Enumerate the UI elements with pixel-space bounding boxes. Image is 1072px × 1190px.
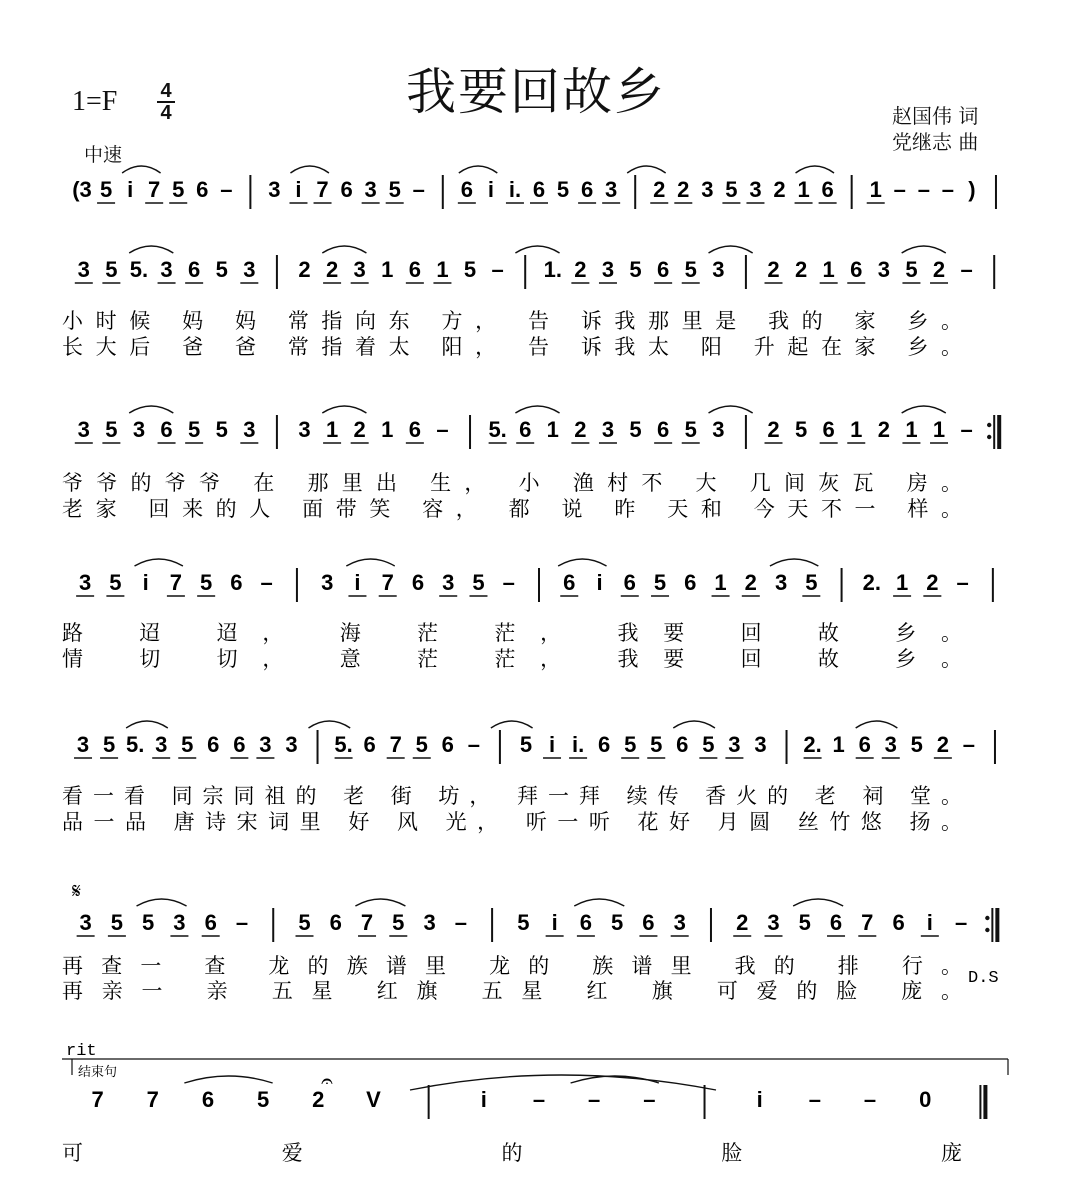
slur [309, 721, 351, 728]
jianpu-note: 2 [926, 570, 939, 595]
jianpu-note: 5 [629, 257, 642, 282]
jianpu-note: 3 [160, 257, 173, 282]
jianpu-note: 7 [316, 177, 329, 202]
jianpu-note: 5 [472, 570, 485, 595]
slur [673, 721, 715, 728]
jianpu-note: 6 [892, 910, 905, 935]
jianpu-note: 6 [230, 570, 243, 595]
jianpu-note: 3 [749, 177, 762, 202]
jianpu-note: i [596, 570, 603, 595]
tempo-marking: 中速 [84, 144, 123, 166]
jianpu-note: – [954, 910, 968, 935]
slur [558, 559, 606, 566]
jianpu-note: 6 [532, 177, 546, 202]
repeat-dot [985, 928, 989, 932]
jianpu-note: 2 [574, 257, 587, 282]
jianpu-note: 3 [353, 257, 366, 282]
jianpu-note: 3 [243, 257, 256, 282]
jianpu-note: 2 [767, 417, 780, 442]
jianpu-note: 7 [146, 1087, 159, 1112]
jianpu-note: 5. [125, 732, 145, 757]
jianpu-note: 6 [363, 732, 376, 757]
jianpu-note: 1 [822, 257, 835, 282]
jianpu-note: i [295, 177, 302, 202]
jianpu-note: 5 [200, 570, 213, 595]
jianpu-note: – [956, 570, 969, 595]
lyric-line: 路 迢 迢， 海 茫 茫， 我要 回 故 乡。 [62, 621, 962, 645]
slur [574, 899, 624, 906]
jianpu-note: 3 [701, 177, 714, 202]
jianpu-note: 1. [543, 257, 562, 282]
jianpu-note: 3 [321, 570, 334, 595]
jianpu-note: 1 [325, 417, 339, 442]
jianpu-note: 1 [832, 732, 845, 757]
slur [135, 559, 183, 566]
slur [709, 406, 753, 413]
jianpu-note: 2 [677, 177, 690, 202]
song-title: 我要回故乡 [406, 63, 666, 121]
repeat-dot [985, 916, 989, 920]
jianpu-note: 5 [798, 910, 811, 935]
jianpu-note: 2 [574, 417, 587, 442]
jianpu-note: 5 [684, 417, 697, 442]
jianpu-note: 5 [519, 732, 533, 757]
jianpu-note: – [893, 177, 906, 202]
jianpu-note: 6 [579, 910, 593, 935]
jianpu-note: 6 [233, 732, 246, 757]
jianpu-note: 3 [601, 417, 615, 442]
slur [856, 721, 898, 728]
fermata-mark: 𝄐 [321, 1069, 333, 1093]
jianpu-note: 5 [684, 257, 697, 282]
jianpu-note: 5 [105, 257, 118, 282]
lyric-line: 老家 回来的人 面带笑 容， 都 说 昨 天和 今天不一 样。 [62, 497, 962, 521]
jianpu-note: (3 [72, 177, 92, 202]
jianpu-note: i [926, 910, 933, 935]
jianpu-note: 6 [408, 257, 421, 282]
jianpu-note: 5 [392, 910, 405, 935]
jianpu-note: 5 [725, 177, 738, 202]
jianpu-note: 6 [441, 732, 454, 757]
jianpu-note: 5 [105, 417, 118, 442]
repeat-dot [987, 435, 991, 439]
jianpu-note: – [502, 570, 515, 595]
slur [796, 166, 834, 173]
repeat-dot [987, 423, 991, 427]
jianpu-note: i [756, 1087, 763, 1112]
jianpu-note: 2 [744, 570, 757, 595]
slur [515, 406, 559, 413]
jianpu-note: 6 [204, 910, 217, 935]
slur [515, 246, 559, 253]
slur [355, 899, 405, 906]
slur [322, 406, 366, 413]
jianpu-note: 6 [460, 177, 473, 202]
jianpu-note: 3 [79, 910, 92, 935]
jianpu-note: i [480, 1087, 487, 1112]
slur [129, 406, 173, 413]
lyric-line: 看一看 同宗同祖的 老 街 坊， 拜一拜 续传 香火的 老 祠 堂。 [62, 784, 962, 808]
composer-credit: 党继志 曲 [892, 130, 979, 154]
jianpu-note: 2 [773, 177, 786, 202]
jianpu-note: 3 [423, 910, 436, 935]
jianpu-note: 5 [142, 910, 155, 935]
jianpu-note: i. [508, 177, 522, 202]
jianpu-note: 3 [605, 177, 618, 202]
slur [627, 166, 665, 173]
jianpu-note: 0 [919, 1087, 932, 1112]
jianpu-note: 7 [381, 570, 394, 595]
jianpu-note: 6 [850, 257, 863, 282]
ending-label: 结束句 [78, 1065, 118, 1080]
jianpu-note: 3 [877, 257, 890, 282]
jianpu-note: 5 [517, 910, 530, 935]
jianpu-note: 1 [895, 570, 909, 595]
jianpu-note: 2 [312, 1087, 325, 1112]
jianpu-note: 3 [712, 417, 725, 442]
time-signature-bottom: 4 [160, 102, 172, 124]
jianpu-note: 2 [794, 257, 808, 282]
jianpu-note: i. [571, 732, 585, 757]
jianpu-note: 5 [611, 910, 624, 935]
jianpu-note: 3 [77, 257, 90, 282]
lyric-line: 可 爱 的 脸 庞 [62, 1141, 962, 1165]
slur [770, 559, 818, 566]
jianpu-note: 5 [181, 732, 194, 757]
jianpu-note: 5 [905, 257, 918, 282]
jianpu-note: 2 [298, 257, 311, 282]
jianpu-note: – [941, 177, 954, 202]
jianpu-note: 5 [298, 910, 311, 935]
jianpu-note: 3 [132, 417, 146, 442]
slur [902, 406, 946, 413]
jianpu-note: 2 [767, 257, 780, 282]
jianpu-note: 3 [76, 732, 90, 757]
segno-sign: 𝄋 [72, 879, 82, 903]
jianpu-note: 5 [629, 417, 642, 442]
jianpu-note: 3 [79, 570, 92, 595]
jianpu-note: 6 [642, 910, 655, 935]
jianpu-note: 2. [862, 570, 882, 595]
jianpu-note: 2. [803, 732, 822, 757]
jianpu-note: 6 [623, 570, 636, 595]
jianpu-note: 3 [298, 417, 311, 442]
jianpu-note: 5 [463, 257, 477, 282]
jianpu-note: 6 [657, 257, 670, 282]
jianpu-note: – [467, 732, 480, 757]
jianpu-note: – [960, 257, 973, 282]
jianpu-note: 5 [109, 570, 122, 595]
jianpu-note: 6 [580, 177, 594, 202]
jianpu-note: 3 [673, 910, 686, 935]
jianpu-note: 5 [650, 732, 663, 757]
jianpu-note: 1 [905, 417, 918, 442]
jianpu-note: 5 [794, 417, 808, 442]
jianpu-note: 2 [353, 417, 366, 442]
jianpu-note: 3 [364, 177, 377, 202]
jianpu-note: 6 [408, 417, 421, 442]
slur [137, 899, 187, 906]
jianpu-note: – [808, 1087, 822, 1112]
jianpu-note: 6 [196, 177, 209, 202]
jianpu-note: 5 [110, 910, 124, 935]
jianpu-note: 5 [556, 177, 570, 202]
jianpu-note: 3 [268, 177, 281, 202]
jianpu-note: 1 [797, 177, 810, 202]
jianpu-note: 6 [519, 417, 532, 442]
jianpu-note: 6 [598, 732, 611, 757]
slur [459, 166, 497, 173]
jianpu-note: – [491, 257, 504, 282]
jianpu-note: 1 [850, 417, 863, 442]
jianpu-note: – [643, 1087, 656, 1112]
jianpu-note: 5 [388, 177, 401, 202]
slur [902, 246, 946, 253]
lyric-line: 爷爷的爷爷 在 那里出 生， 小 渔村不 大 几间灰瓦 房。 [62, 471, 962, 495]
jianpu-note: i [551, 910, 558, 935]
jianpu-note: 3 [259, 732, 272, 757]
jianpu-note: i [142, 570, 149, 595]
jianpu-note: 5 [172, 177, 185, 202]
jianpu-note: 3 [243, 417, 256, 442]
slur [793, 899, 843, 906]
jianpu-note: 6 [821, 177, 834, 202]
jianpu-note: 7 [148, 177, 161, 202]
jianpu-note: 2 [325, 257, 339, 282]
jianpu-note: 6 [676, 732, 689, 757]
slur [346, 559, 394, 566]
jianpu-note: – [962, 732, 976, 757]
jianpu-note: 5. [129, 257, 149, 282]
jianpu-note: 7 [861, 910, 874, 935]
slur [122, 166, 160, 173]
jianpu-note: – [220, 177, 233, 202]
jianpu-note: 6 [684, 570, 697, 595]
jianpu-note: 3 [754, 732, 767, 757]
jianpu-note: 6 [201, 1087, 215, 1112]
jianpu-note: 6 [329, 910, 342, 935]
jianpu-note: 1 [714, 570, 727, 595]
jianpu-note: – [917, 177, 930, 202]
key-signature: 1=F [72, 86, 118, 117]
jianpu-note: 5 [188, 417, 201, 442]
jianpu-note: 1 [932, 417, 946, 442]
jianpu-note: 6 [822, 417, 835, 442]
slur [129, 246, 173, 253]
slur [126, 721, 168, 728]
jianpu-note: 6 [340, 177, 353, 202]
jianpu-note: 5 [99, 177, 113, 202]
jianpu-note: 5 [624, 732, 637, 757]
jianpu-note: 1 [436, 257, 449, 282]
jianpu-note: 7 [360, 910, 374, 935]
jianpu-note: – [532, 1087, 546, 1112]
jianpu-note: 2 [936, 732, 949, 757]
jianpu-note: V [366, 1087, 381, 1112]
jianpu-note: i [548, 732, 556, 757]
jianpu-note: 5 [702, 732, 715, 757]
jianpu-note: 1 [381, 417, 394, 442]
tie-arc [410, 1075, 716, 1090]
jianpu-note: 6 [563, 570, 576, 595]
lyric-line: 再查一 查 龙的族谱里 龙的 族谱里 我的 排 行。 [62, 954, 963, 978]
jianpu-note: 6 [160, 417, 173, 442]
jianpu-note: – [454, 910, 467, 935]
jianpu-note: 5. [488, 417, 507, 442]
jianpu-note: 2 [736, 910, 749, 935]
jianpu-note: – [235, 910, 249, 935]
jianpu-note: 2 [877, 417, 890, 442]
slur [184, 1076, 272, 1083]
slur [322, 246, 366, 253]
jianpu-note: 3 [884, 732, 897, 757]
jianpu-note: – [436, 417, 449, 442]
jianpu-note: 5 [215, 417, 228, 442]
jianpu-note: 6 [657, 417, 670, 442]
lyric-line: 情 切 切， 意 茫 茫， 我要 回 故 乡。 [62, 647, 962, 671]
jianpu-note: i [127, 177, 134, 202]
jianpu-note: 1 [546, 417, 559, 442]
jianpu-note: 7 [91, 1087, 104, 1112]
jianpu-note: 5. [334, 732, 353, 757]
lyric-line: 品一品 唐诗宋词里 好 风 光， 听一听 花好 月圆 丝竹悠 扬。 [62, 810, 962, 834]
jianpu-note: 6 [829, 910, 843, 935]
jianpu-note: 7 [169, 570, 183, 595]
jianpu-note: i [354, 570, 361, 595]
jianpu-note: 6 [858, 732, 871, 757]
jianpu-note: 1 [869, 177, 882, 202]
lyric-line: 再亲一 亲 五星 红旗 五星 红 旗 可爱的脸 庞。 [62, 979, 962, 1003]
jianpu-note: – [260, 570, 273, 595]
jianpu-note: 6 [188, 257, 201, 282]
jianpu-note: 3 [77, 417, 90, 442]
time-signature-top: 4 [157, 82, 175, 103]
lyricist-credit: 赵国伟 词 [892, 104, 979, 128]
ds-marking: D.S [968, 969, 999, 988]
jianpu-note: 3 [601, 257, 615, 282]
jianpu-note: 3 [442, 570, 455, 595]
slur [290, 166, 328, 173]
jianpu-note: 5 [805, 570, 818, 595]
jianpu-note: 1 [381, 257, 394, 282]
jianpu-note: – [588, 1087, 601, 1112]
rit-marking: rit [66, 1042, 97, 1061]
slur [491, 721, 533, 728]
jianpu-note: – [863, 1087, 877, 1112]
jianpu-note: 7 [389, 732, 402, 757]
jianpu-note: 3 [767, 910, 780, 935]
jianpu-note: 5 [653, 570, 667, 595]
jianpu-note: ) [968, 177, 976, 202]
jianpu-note: 5 [102, 732, 116, 757]
jianpu-note: 6 [207, 732, 220, 757]
jianpu-note: – [960, 417, 973, 442]
jianpu-note: 3 [173, 910, 186, 935]
jianpu-note: 3 [155, 732, 168, 757]
jianpu-note: 2 [653, 177, 666, 202]
jianpu-note: 5 [910, 732, 923, 757]
jianpu-note: 5 [215, 257, 228, 282]
jianpu-note: 3 [728, 732, 741, 757]
jianpu-note: 5 [415, 732, 428, 757]
slur [709, 246, 753, 253]
jianpu-note: 3 [774, 570, 788, 595]
jianpu-note: 2 [932, 257, 946, 282]
lyric-line: 小时候 妈 妈 常指向东 方， 告 诉我那里是 我的 家 乡。 [62, 309, 962, 333]
jianpu-note: – [412, 177, 425, 202]
jianpu-note: 3 [285, 732, 298, 757]
jianpu-note: 3 [712, 257, 725, 282]
jianpu-note: i [487, 177, 494, 202]
jianpu-note: 6 [411, 570, 425, 595]
jianpu-note: 5 [256, 1087, 270, 1112]
lyric-line: 长大后 爸 爸 常指着太 阳， 告 诉我太 阳 升起在家 乡。 [62, 335, 962, 359]
